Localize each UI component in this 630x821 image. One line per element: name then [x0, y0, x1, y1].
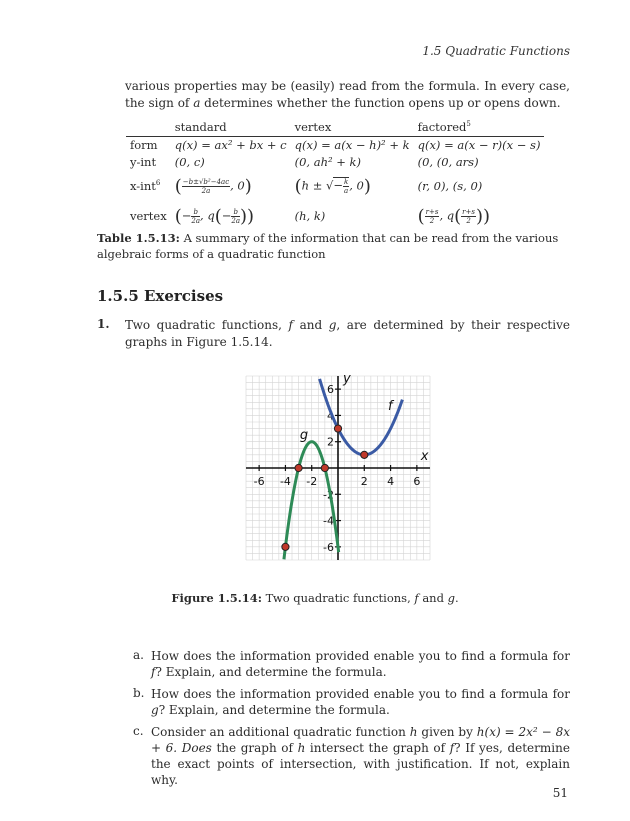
- f-curve-label: f: [387, 399, 393, 415]
- cell-xint-vertex: (h ± √− $\frac{k}{a}$ , 0): [294, 175, 371, 197]
- cell-yint-standard: (0, c): [174, 155, 205, 169]
- cell-form-standard: q(x) = ax² + bx + c: [171, 137, 291, 154]
- question-c-label: c.: [133, 724, 144, 738]
- x-tick-label: -2: [306, 475, 318, 488]
- row-label-vertex: vertex: [130, 209, 167, 223]
- running-head: 1.5 Quadratic Functions: [422, 44, 570, 58]
- table-header-row: [126, 118, 544, 137]
- exercise-var-g: g: [328, 318, 337, 332]
- figure-caption: Figure 1.5.14: Two quadratic functions, f and g.: [171, 591, 459, 605]
- x-tick-label: -6: [253, 475, 265, 488]
- cell-vertex-factored: ( $\frac{r+s}{2}$ , q( $\frac{r+s}{2}$ )): [417, 205, 491, 227]
- footnote-6: 6: [155, 179, 161, 188]
- question-b-text: How does the information provided enable you to find a formula for g? Explain, and determine the formula.: [151, 687, 570, 717]
- table-row-xint: [126, 171, 544, 201]
- y-axis-label: y: [343, 371, 351, 387]
- cell-form-vertex: q(x) = a(x − h)² + k: [291, 137, 414, 154]
- row-label-form: form: [126, 137, 171, 154]
- x-tick-label: -4: [279, 475, 291, 488]
- question-c-text: Consider an additional quadratic function h given by h(x) = 2x² − 8x + 6. Does the graph of h intersect the graph of f? If yes, determine the exact points of intersection, with justification. If not, explain why.: [151, 725, 570, 787]
- y-tick-label: 2: [327, 435, 334, 449]
- x-tick-label: 4: [387, 475, 395, 488]
- table-caption: [97, 230, 572, 262]
- table-row-yint: [126, 153, 544, 171]
- point-g: [321, 464, 328, 471]
- question-b-label: b.: [133, 686, 145, 700]
- y-tick-label: -6: [323, 540, 334, 554]
- x-tick-label: 6: [413, 475, 421, 488]
- exercise-text: Two quadratic functions, f and g, are determined by their respective graphs in Figure 1.5.14.: [125, 318, 570, 349]
- footnote-5: 5: [466, 120, 471, 129]
- exercise-var-f: f: [288, 318, 293, 332]
- table-row-form: [126, 137, 544, 154]
- x-tick-label: 2: [360, 475, 368, 488]
- cell-vertex-standard: (− $\frac{b}{2a}$ , q(− $\frac{b}{2a}$ )): [174, 205, 255, 227]
- table-caption-label: Table 1.5.13:: [97, 231, 180, 245]
- question-a-label: a.: [133, 648, 144, 662]
- section-title: 1.5.5 Exercises: [97, 287, 224, 305]
- intro-line1: various properties may be (easily) read from the formula. In every case, the sign of: [125, 79, 570, 110]
- cell-vertex-vertex: (h, k): [294, 209, 326, 223]
- y-tick-label: 4: [327, 409, 334, 423]
- x-axis-label: x: [420, 449, 429, 464]
- quadratic-graph: [238, 368, 438, 568]
- table-row-vertex: [126, 201, 544, 231]
- intro-var-a: a: [193, 96, 201, 110]
- g-curve-label: g: [299, 428, 309, 444]
- point-g: [282, 543, 289, 550]
- point-f: [361, 451, 368, 458]
- intro-line2: determines whether the function opens up or opens down.: [204, 96, 561, 110]
- header-standard: standard: [171, 118, 291, 137]
- question-a-text: How does the information provided enable you to find a formula for f? Explain, and determine the formula.: [151, 649, 570, 679]
- y-tick-label: 6: [327, 383, 334, 397]
- header-vertex: vertex: [291, 118, 414, 137]
- cell-form-factored: q(x) = a(x − r)(x − s): [414, 137, 545, 154]
- page-number: 51: [552, 786, 568, 800]
- cell-xint-factored: (r, 0), (s, 0): [417, 179, 483, 193]
- cell-xint-standard: ( $\frac{\text{−b±√b²−4ac}}{2a}$ , 0): [174, 175, 252, 197]
- y-tick-label: -2: [323, 488, 334, 502]
- y-tick-label: -4: [323, 514, 334, 528]
- table-caption-text: A summary of the information that can be read from the various algebraic forms of a quadratic function: [97, 231, 559, 261]
- row-label-yint: y-int: [130, 155, 157, 169]
- point-g: [295, 464, 302, 471]
- cell-yint-factored: (0, (0, ars): [417, 155, 479, 169]
- properties-table: [126, 118, 544, 231]
- exercise-number: 1.: [97, 317, 110, 331]
- header-factored: factored$^5$: [414, 118, 545, 137]
- point-f: [334, 425, 341, 432]
- row-label-xint: x-int$^6$: [130, 179, 161, 193]
- figure-caption-label: Figure 1.5.14:: [171, 591, 262, 605]
- intro-paragraph: [125, 78, 570, 112]
- cell-yint-vertex: (0, ah² + k): [294, 155, 362, 169]
